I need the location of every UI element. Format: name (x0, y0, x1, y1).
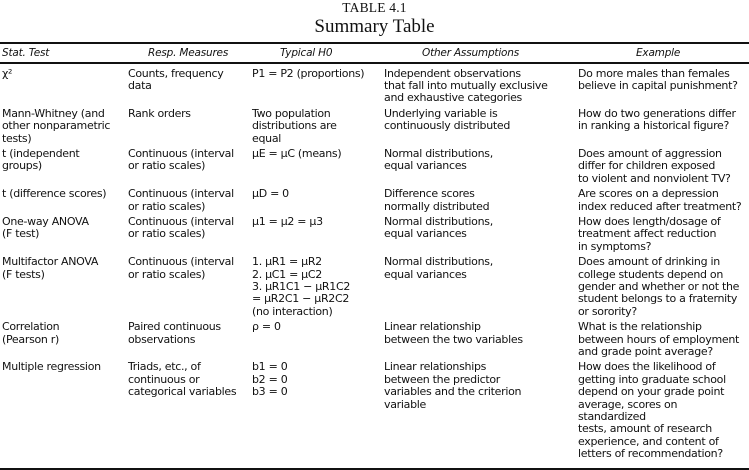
typical-h0-cell: P1 = P2 (proportions) (252, 66, 365, 80)
table-title: Summary Table (314, 16, 435, 37)
other-assumptions-cell: Normal distributions, equal variances (384, 214, 493, 241)
column-header-resp-measures: Resp. Measures (148, 47, 229, 59)
resp-measures-cell: Rank orders (128, 106, 191, 120)
stat-test-cell: Correlation (Pearson r) (2, 320, 60, 346)
column-header-typical-h0-text: Typical H0 (280, 47, 333, 59)
other-assumptions-cell: Underlying variable is continuously distributed (384, 106, 511, 133)
column-header-typical-h0 (250, 47, 382, 59)
stat-test-cell: χ² (2, 66, 13, 80)
other-assumptions-cell: Linear relationships between the predictor variables and the criterion variable (384, 360, 522, 411)
example-cell: How does length/dosage of treatment affect reduction in symptoms? (578, 214, 721, 253)
stat-test-cell: t (independent groups) (2, 146, 80, 173)
column-header-example: Example (636, 47, 681, 59)
typical-h0-cell: μE = μC (means) (252, 146, 342, 160)
example-cell: Are scores on a depression index reduced after treatment? (578, 187, 742, 213)
bottom-rule (0, 468, 749, 470)
other-assumptions-cell: Normal distributions, equal variances (384, 255, 493, 281)
typical-h0-cell: 1. μR1 = μR2 2. μC1 = μC2 3. μR1C1 − μR1C2 = μR2C1 − μR2C2 (no interaction) (252, 255, 351, 318)
other-assumptions-cell: Independent observations that fall into mutually exclusive and exhaustive categories (384, 66, 548, 105)
stat-test-cell: Mann-Whitney (and other nonparametric tests) (2, 106, 111, 145)
resp-measures-cell: Continuous (interval or ratio scales) (128, 214, 234, 241)
resp-measures-cell: Paired continuous observations (128, 320, 221, 346)
stat-test-cell: Multiple regression (2, 360, 101, 374)
stat-test-cell: t (difference scores) (2, 187, 107, 201)
column-header-stat-test: Stat. Test (2, 47, 50, 59)
example-cell: Does amount of drinking in college students depend on gender and whether or not the student belongs to a fraternity or sorority? (578, 255, 740, 318)
other-assumptions-cell: Linear relationship between the two variables (384, 320, 523, 346)
table-header-row (0, 44, 749, 62)
stat-test-cell: Multifactor ANOVA (F tests) (2, 255, 99, 281)
table-body (0, 64, 749, 464)
example-cell: How does the likelihood of getting into graduate school depend on your grade point average, scores on standardized tests, amount of research experience, and content of letters of recommendation? (578, 360, 726, 461)
stat-test-cell: One-way ANOVA (F test) (2, 214, 89, 241)
example-cell: Do more males than females believe in capital punishment? (578, 66, 738, 92)
other-assumptions-cell: Difference scores normally distributed (384, 187, 490, 213)
example-cell: Does amount of aggression differ for children exposed to violent and nonviolent TV? (578, 146, 731, 185)
resp-measures-cell: Triads, etc., of continuous or categorical variables (128, 360, 237, 399)
resp-measures-cell: Counts, frequency data (128, 66, 224, 92)
typical-h0-cell: μD = 0 (252, 187, 289, 201)
other-assumptions-cell: Normal distributions, equal variances (384, 146, 493, 173)
column-header-other-assumptions: Other Assumptions (422, 47, 520, 59)
resp-measures-cell: Continuous (interval or ratio scales) (128, 146, 234, 173)
example-cell: What is the relationship between hours of employment and grade point average? (578, 320, 740, 359)
typical-h0-cell: b1 = 0 b2 = 0 b3 = 0 (252, 360, 288, 399)
resp-measures-cell: Continuous (interval or ratio scales) (128, 255, 234, 281)
table-label: TABLE 4.1 (342, 0, 407, 15)
typical-h0-cell: ρ = 0 (252, 320, 281, 334)
typical-h0-cell: Two population distributions are equal (252, 106, 337, 145)
example-cell: How do two generations differ in ranking a historical figure? (578, 106, 736, 133)
typical-h0-cell: μ1 = μ2 = μ3 (252, 214, 323, 228)
resp-measures-cell: Continuous (interval or ratio scales) (128, 187, 234, 213)
